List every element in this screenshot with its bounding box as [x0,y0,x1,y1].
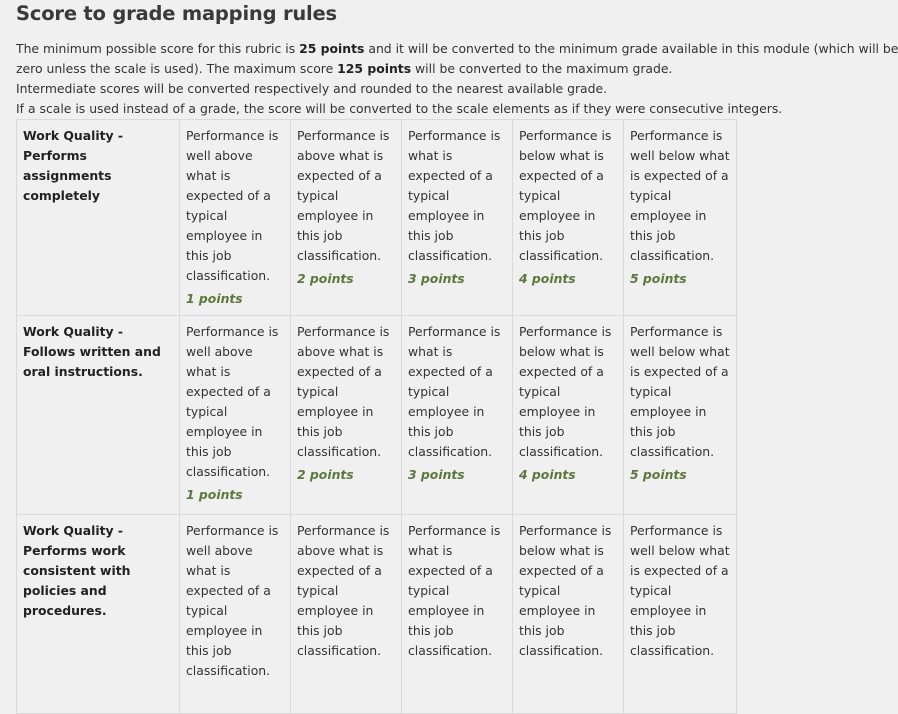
level-cell [513,316,624,515]
level-points: 1 points [186,487,243,502]
level-description: Performance is below what is expected of a typical employee in this job classification. [519,324,612,459]
level-cell [402,316,513,515]
level-cell [180,515,291,714]
level-description: Performance is well above what is expected of a typical employee in this job classification. [186,128,279,283]
level-cell [291,316,402,515]
level-cell [291,515,402,714]
intermediate-scores-paragraph: Intermediate scores will be converted respectively and rounded to the nearest available grade. [16,81,608,96]
rubric-row [17,120,737,316]
level-description: Performance is well below what is expected of a typical employee in this job classification. [630,523,730,658]
level-cell [513,515,624,714]
level-cell [624,316,737,515]
min-score-paragraph [16,39,898,59]
rubric-row [17,316,737,515]
level-points: 4 points [519,467,576,482]
level-cell [291,120,402,316]
level-points: 3 points [408,271,465,286]
level-points: 4 points [519,271,576,286]
level-points: 3 points [408,467,465,482]
max-score-value: 125 points [337,61,412,76]
level-cell [513,120,624,316]
level-cell [624,515,737,714]
level-description: Performance is below what is expected of a typical employee in this job classification. [519,128,612,263]
level-description: Performance is above what is expected of a typical employee in this job classification. [297,523,390,658]
level-description: Performance is what is expected of a typical employee in this job classification. [408,523,501,658]
rubric-body [17,120,737,714]
criterion-description: Work Quality - Performs assignments completely [17,120,180,316]
level-description: Performance is above what is expected of a typical employee in this job classification. [297,324,390,459]
level-cell [180,120,291,316]
criterion-description: Work Quality - Follows written and oral instructions. [17,316,180,515]
level-cell [402,120,513,316]
level-description: Performance is well below what is expected of a typical employee in this job classification. [630,128,730,263]
max-score-text-start: zero unless the scale is used). The maximum score [16,61,338,76]
level-points: 2 points [297,467,354,482]
page-heading: Score to grade mapping rules [16,2,337,25]
level-points: 1 points [186,291,243,306]
level-description: Performance is well above what is expected of a typical employee in this job classification. [186,523,279,678]
level-description: Performance is above what is expected of a typical employee in this job classification. [297,128,390,263]
max-score-text-end: will be converted to the maximum grade. [411,61,673,76]
level-description: Performance is what is expected of a typical employee in this job classification. [408,324,501,459]
criterion-description: Work Quality - Performs work consistent with policies and procedures. [17,515,180,714]
level-points: 5 points [630,467,687,482]
level-cell [624,120,737,316]
scale-paragraph: If a scale is used instead of a grade, the score will be converted to the scale elements as if they were consecutive integers. [16,101,783,116]
level-cell [180,316,291,515]
min-score-value: 25 points [299,41,365,56]
level-points: 5 points [630,271,687,286]
level-cell [402,515,513,714]
min-score-text-end: and it will be converted to the minimum grade available in this module (which will be [364,41,898,56]
level-points: 2 points [297,271,354,286]
max-score-paragraph [16,59,672,79]
rubric-table [16,119,737,714]
level-description: Performance is what is expected of a typical employee in this job classification. [408,128,501,263]
level-description: Performance is below what is expected of a typical employee in this job classification. [519,523,612,658]
rubric-row [17,515,737,714]
level-description: Performance is well below what is expected of a typical employee in this job classification. [630,324,730,459]
level-description: Performance is well above what is expected of a typical employee in this job classification. [186,324,279,479]
min-score-text-start: The minimum possible score for this rubric is [16,41,300,56]
